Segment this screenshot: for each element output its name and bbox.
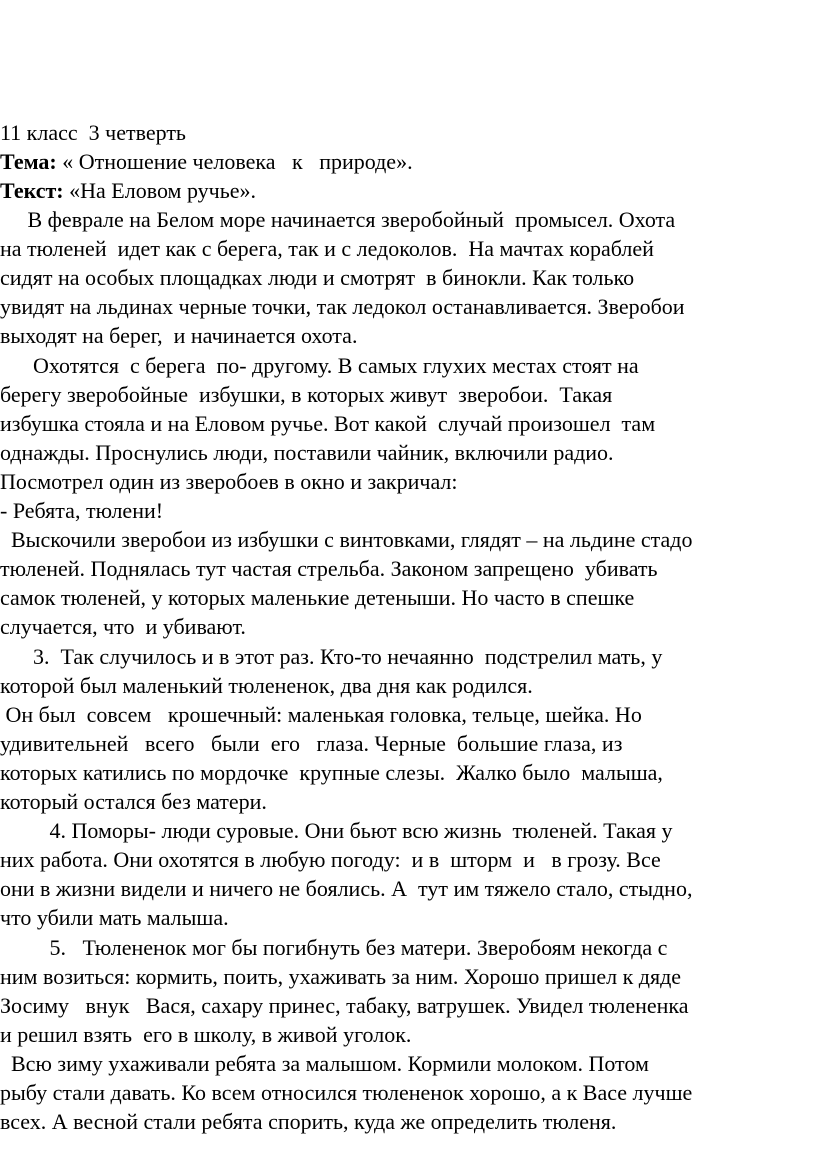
body-line: Всю зиму ухаживали ребята за малышом. Кормили молоком. Потом <box>0 1050 649 1076</box>
body-line: случается, что и убивают. <box>0 614 246 640</box>
body-line: Выскочили зверобои из избушки с винтовками, глядят – на льдине стадо <box>0 527 693 553</box>
body-line: избушка стояла и на Еловом ручье. Вот какой случай произошел там <box>0 410 656 436</box>
body-line: который остался без матери. <box>0 789 267 814</box>
body-line: тюленей. Поднялась тут частая стрельба. Законом запрещено убивать <box>0 556 658 582</box>
text-label: Текст: <box>0 178 64 203</box>
body-line: самок тюленей, у которых маленькие детеныши. Но часто в спешке <box>0 585 635 611</box>
body-line: берегу зверобойные избушки, в которых живут зверобои. Такая <box>0 381 613 407</box>
body-line: ним возиться: кормить, поить, ухаживать за ним. Хорошо пришел к дяде <box>0 963 682 989</box>
body-line: сидят на особых площадках люди и смотрят в бинокли. Как только <box>0 265 635 291</box>
theme-label: Тема: <box>0 149 57 174</box>
body-line: Он был совсем крошечный: маленькая головка, тельце, шейка. Но <box>0 701 642 727</box>
body-line: Зосиму внук Вася, сахару принес, табаку, ватрушек. Увидел тюлененка <box>0 992 689 1018</box>
text-title-value: «На Еловом ручье». <box>63 178 257 203</box>
body-line: В феврале на Белом море начинается зверобойный промысел. Охота <box>0 207 676 232</box>
body-line: удивительней всего были его глаза. Черные большие глаза, из <box>0 730 623 756</box>
body-line: увидят на льдинах черные точки, так ледокол останавливается. Зверобои <box>0 294 685 320</box>
theme-line <box>0 147 413 176</box>
body-line: что убили мать малыша. <box>0 905 229 931</box>
body-line: них работа. Они охотятся в любую погоду: и в шторм и в грозу. Все <box>0 847 661 873</box>
body-line: и решил взять его в школу, в живой уголок. <box>0 1021 412 1047</box>
body-line: Посмотрел один из зверобоев в окно и закричал: <box>0 468 458 494</box>
body-line: Охотятся с берега по- другому. В самых глухих местах стоят на <box>0 352 639 378</box>
body-line: рыбу стали давать. Ко всем относился тюлененок хорошо, а к Васе лучше <box>0 1080 693 1105</box>
body-line: выходят на берег, и начинается охота. <box>0 323 358 349</box>
body-line: 5. Тюлененок мог бы погибнуть без матери. Зверобоям некогда с <box>0 934 668 960</box>
body-line: - Ребята, тюлени! <box>0 498 164 523</box>
body-line: всех. А весной стали ребята спорить, куда же определить тюленя. <box>0 1109 617 1135</box>
body-line: на тюленей идет как с берега, так и с ледоколов. На мачтах кораблей <box>0 236 654 262</box>
body-line: 3. Так случилось и в этот раз. Кто-то нечаянно подстрелил мать, у <box>0 643 663 669</box>
body-line: которых катились по мордочке крупные слезы. Жалко было малыша, <box>0 759 663 785</box>
body-line: 4. Поморы- люди суровые. Они бьют всю жизнь тюленей. Такая у <box>0 818 673 844</box>
body-line: которой был маленький тюлененок, два дня как родился. <box>0 672 533 698</box>
text-title-line <box>0 176 256 205</box>
body-line: они в жизни видели и ничего не боялись. А тут им тяжело стало, стыдно, <box>0 876 693 902</box>
grade-quarter-line: 11 класс 3 четверть <box>0 120 186 145</box>
body-line: однажды. Проснулись люди, поставили чайник, включили радио. <box>0 439 614 465</box>
theme-value: « Отношение человека к природе». <box>56 149 413 174</box>
